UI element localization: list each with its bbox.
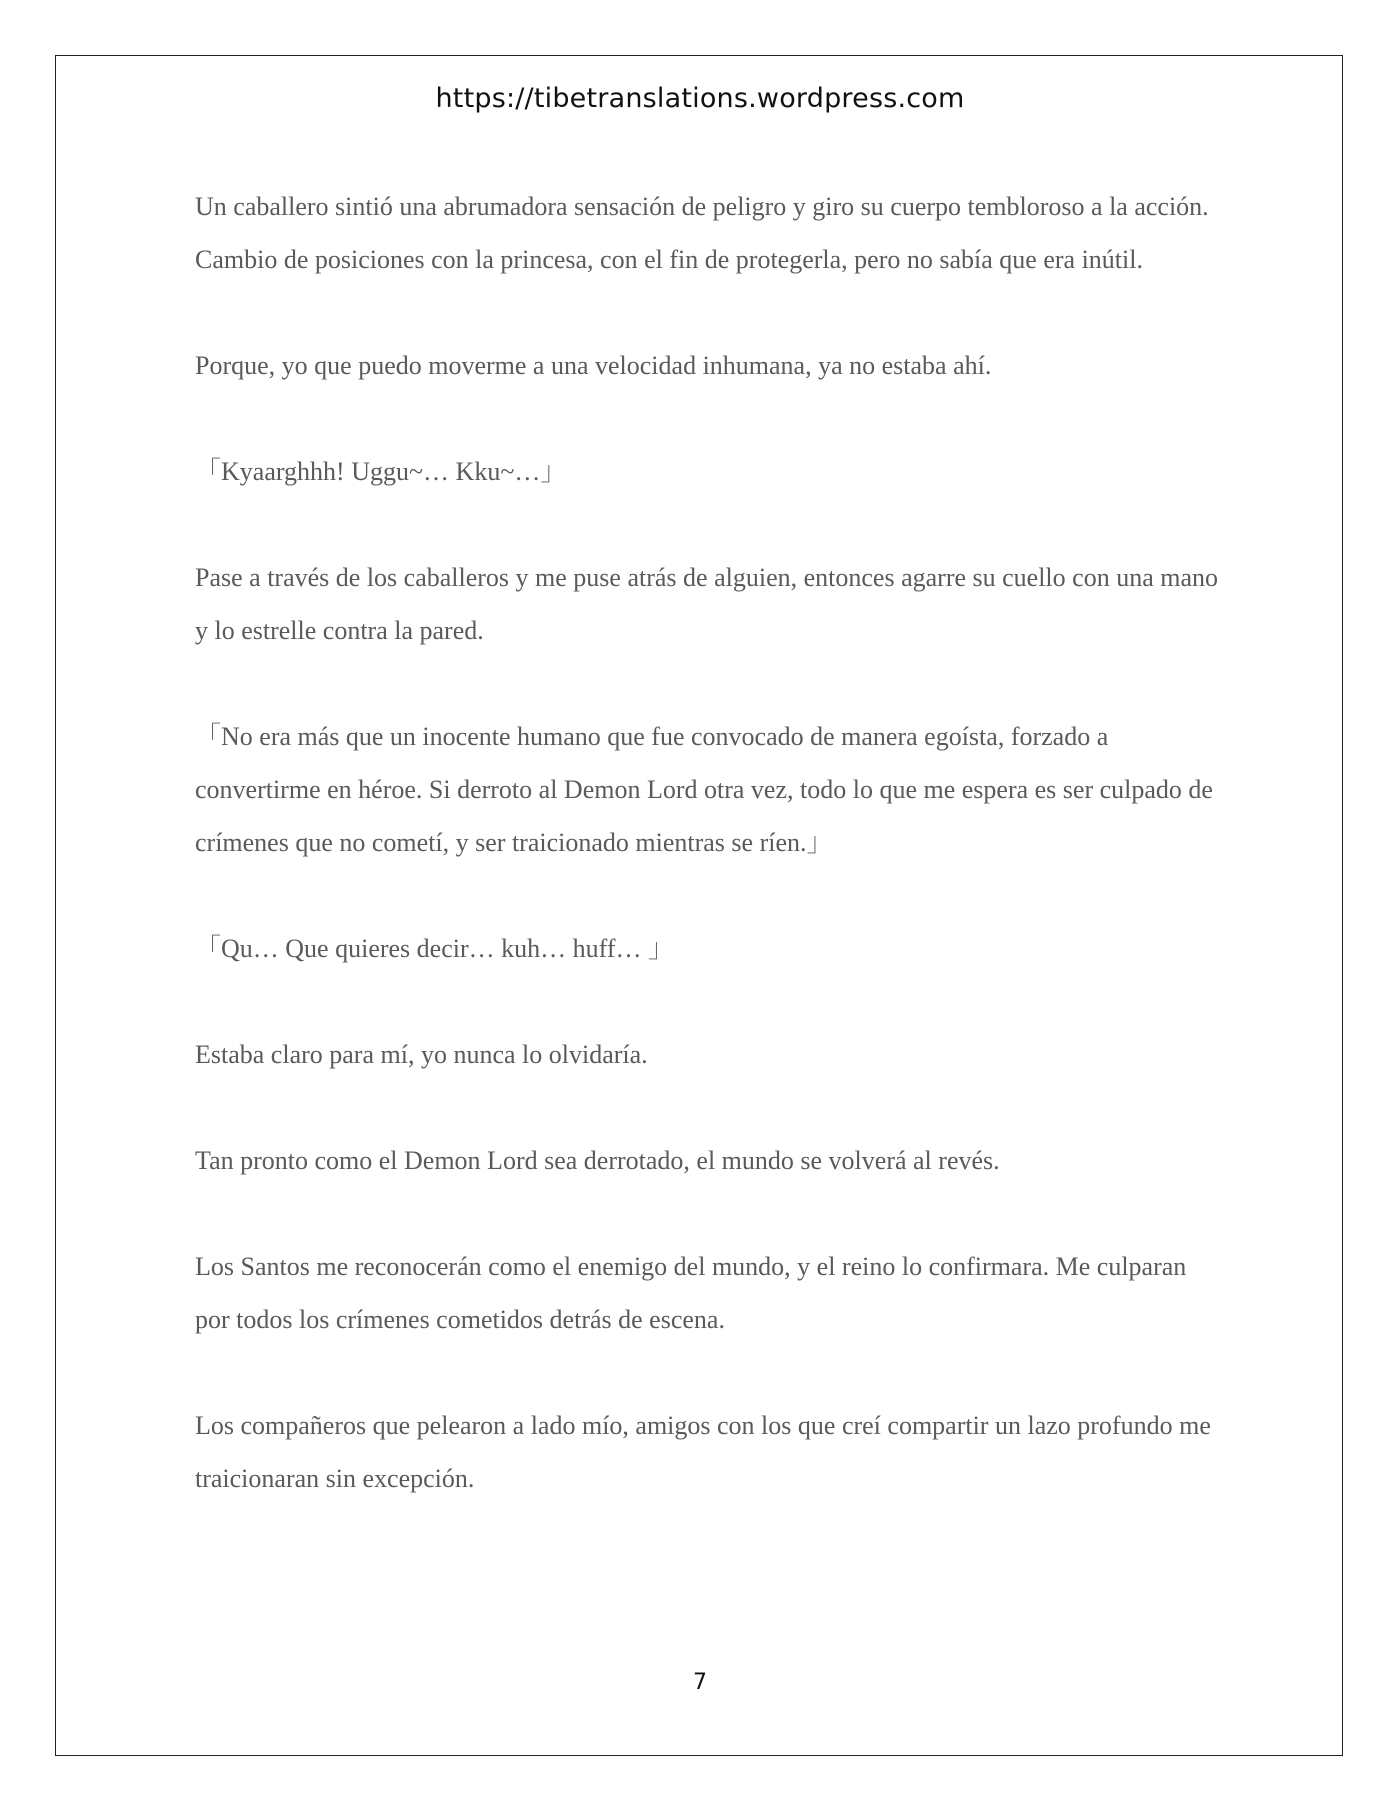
document-body — [195, 180, 1225, 1558]
page-number: 7 — [693, 1670, 707, 1695]
header-url: https://tibetranslations.wordpress.com — [435, 83, 965, 114]
paragraph: Los Santos me reconocerán como el enemigo del mundo, y el reino lo confirmara. Me culparan por todos los crímenes cometidos detrás de escena. — [195, 1252, 1187, 1334]
paragraph: 「Kyaarghhh! Uggu~… Kku~…」 — [195, 457, 567, 486]
paragraph: Estaba claro para mí, yo nunca lo olvidaría. — [195, 1040, 648, 1069]
paragraph: Porque, yo que puedo moverme a una velocidad inhumana, ya no estaba ahí. — [195, 351, 992, 380]
paragraph: Tan pronto como el Demon Lord sea derrotado, el mundo se volverá al revés. — [195, 1146, 1000, 1175]
paragraph: 「No era más que un inocente humano que fue convocado de manera egoísta, forzado a convertirme en héroe. Si derroto al Demon Lord otra vez, todo lo que me espera es ser culpado de crímenes que no cometí, y ser traicionado mientras se ríen.」 — [195, 722, 1213, 857]
paragraph: Un caballero sintió una abrumadora sensación de peligro y giro su cuerpo tembloroso a la acción. Cambio de posiciones con la princesa, con el fin de protegerla, pero no sabía que era inútil. — [195, 192, 1209, 274]
paragraph: Pase a través de los caballeros y me puse atrás de alguien, entonces agarre su cuello con una mano y lo estrelle contra la pared. — [195, 563, 1219, 645]
paragraph: 「Qu… Que quieres decir… kuh… huff… 」 — [195, 934, 674, 963]
paragraph: Los compañeros que pelearon a lado mío, amigos con los que creí compartir un lazo profundo me traicionaran sin excepción. — [195, 1411, 1211, 1493]
